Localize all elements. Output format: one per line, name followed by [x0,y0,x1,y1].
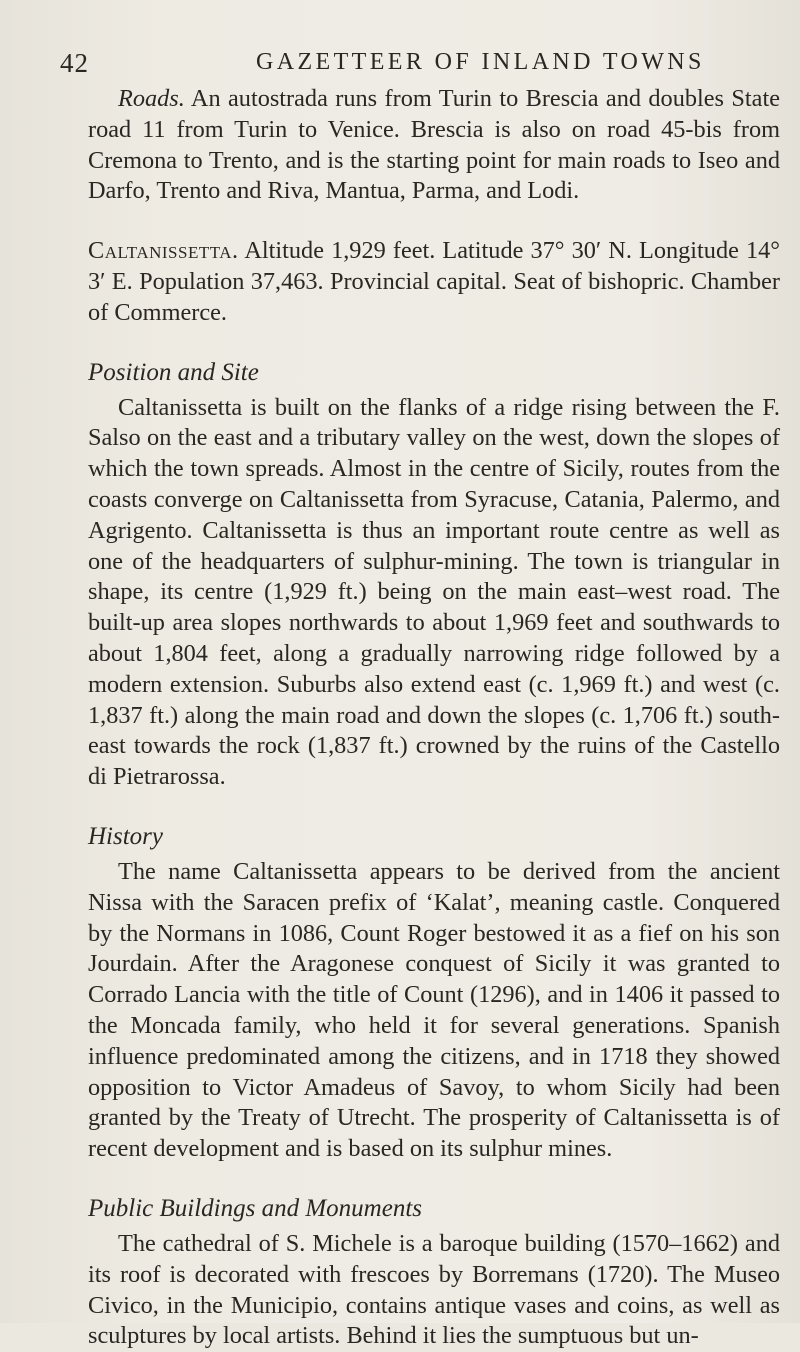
section-text-buildings: The cathedral of S. Michele is a baroque building (1570–1662) and its roof is decorated with frescoes by Borremans (1720). The Museo Civico, in the Municipio, contains antique vases and coins, as well as sculptures by local artists. Behind it lies the sumptuous but un- [88,1229,780,1350]
page-number: 42 [60,48,89,78]
section-text-history: The name Caltanissetta appears to be derived from the ancient Nissa with the Saracen prefix of ‘Kalat’, meaning castle. Conquered by the Normans in 1086, Count Roger bestowed it as a fief on his son Jourdain. After the Aragonese conquest of Sicily it was granted to Corrado Lancia with the title of Count (1296), and in 1406 it passed to the Moncada family, who held it for several generations. Spanish influence predominated among the citizens, and in 1718 they showed opposition to Victor Amadeus of Savoy, to whom Sicily had been granted by the Treaty of Utrecht. The prosperity of Caltanissetta is of recent development and is based on its sulphur mines. [88,857,780,1163]
running-title: GAZETTEER OF INLAND TOWNS [256,49,705,75]
entry-paragraph [88,236,780,328]
entry-text: Altitude 1,929 feet. Latitude 37° 30′ N. Longitude 14° 3′ E. Population 37,463. Provincial capital. Seat of bishopric. Chamber of Commerce. [88,237,780,326]
roads-paragraph [88,84,780,207]
section-heading-history: History [88,822,163,850]
page-header [60,48,780,84]
roads-text: An autostrada runs from Turin to Brescia and doubles State road 11 from Turin to Venice. Brescia is also on road 45-bis from Cremona to Trento, and is the starting point for main roads to Iseo and Darfo, Trento and Riva, Mantua, Parma, and Lodi. [88,85,780,205]
section-heading-position: Position and Site [88,358,259,386]
section-heading-buildings: Public Buildings and Monuments [88,1194,422,1222]
roads-lead: Roads. [118,85,185,112]
body-text [88,84,780,1352]
entry-name: Caltanissetta. [88,237,239,265]
section-text-position: Caltanissetta is built on the flanks of a ridge rising between the F. Salso on the east and a tributary valley on the west, down the slopes of which the town spreads. Almost in the centre of Sicily, routes from the coasts converge on Caltanissetta from Syracuse, Catania, Palermo, and Agrigento. Caltanissetta is thus an important route centre as well as one of the headquarters of sulphur-mining. The town is triangular in shape, its centre (1,929 ft.) being on the main east–west road. The built-up area slopes northwards to about 1,969 feet and southwards to about 1,804 feet, along a gradually narrowing ridge followed by a modern extension. Suburbs also extend east (c. 1,969 ft.) and west (c. 1,837 ft.) along the main road and down the slopes (c. 1,706 ft.) south-east towards the rock (1,837 ft.) crowned by the ruins of the Castello di Pietrarossa. [88,393,780,791]
